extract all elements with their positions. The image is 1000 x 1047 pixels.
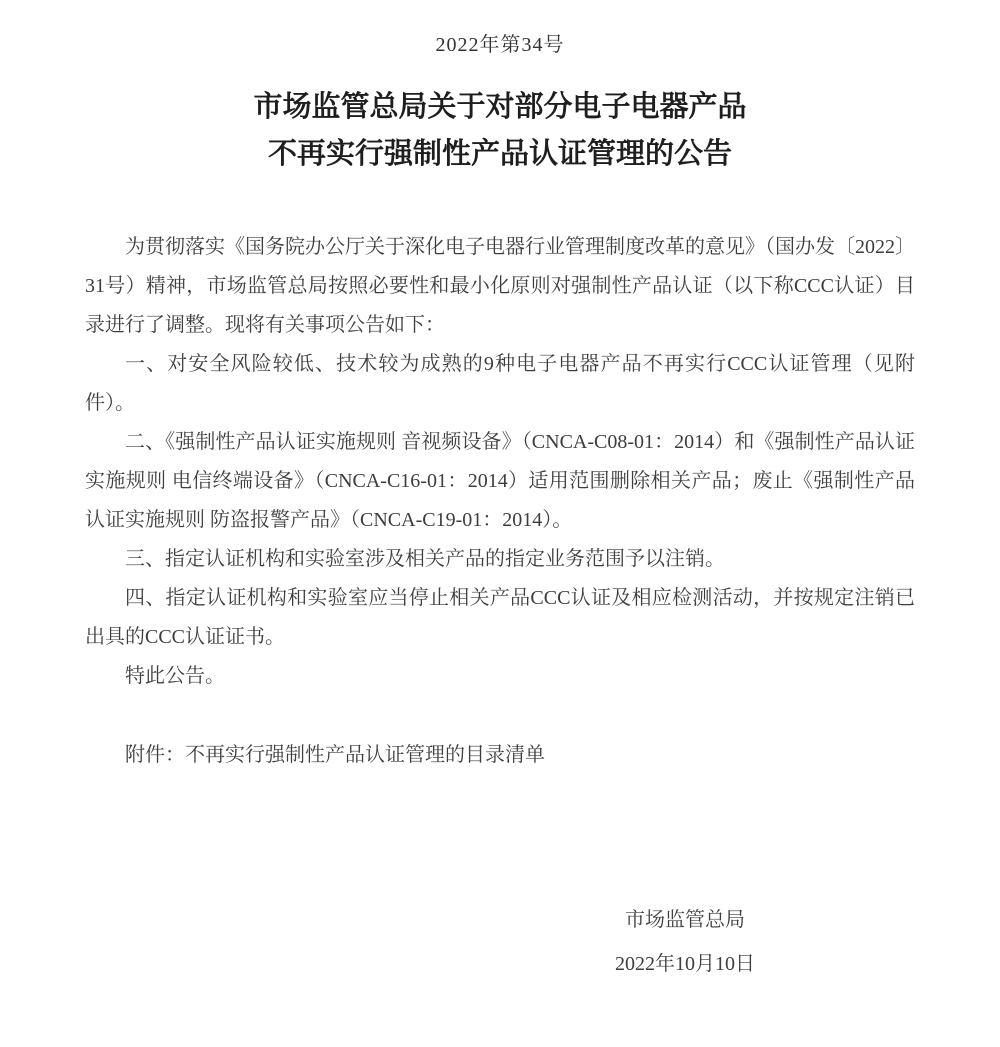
doc-title bbox=[85, 84, 915, 178]
doc-title-line2: 不再实行强制性产品认证管理的公告 bbox=[267, 138, 732, 170]
paragraph-item-4: 四、指定认证机构和实验室应当停止相关产品CCC认证及相应检测活动，并按规定注销已出具的CCC认证证书。 bbox=[85, 587, 915, 648]
paragraph-item-2: 二、《强制性产品认证实施规则 音视频设备》（CNCA-C08-01：2014）和《强制性产品认证实施规则 电信终端设备》（CNCA-C16-01：2014）适用范围删除相关产品；废止《强制性产品认证实施规则 防盗报警产品》（CNCA-C19-01：2014）。 bbox=[85, 431, 915, 531]
paragraph-intro: 为贯彻落实《国务院办公厅关于深化电子电器行业管理制度改革的意见》（国办发〔2022〕31号）精神，市场监管总局按照必要性和最小化原则对强制性产品认证（以下称CCC认证）目录进行了调整。现将有关事项公告如下： bbox=[85, 236, 915, 336]
signature-block bbox=[615, 898, 755, 986]
attachment-line: 附件：不再实行强制性产品认证管理的目录清单 bbox=[125, 744, 545, 766]
signature-date: 2022年10月10日 bbox=[615, 953, 755, 975]
paragraph-item-3: 三、指定认证机构和实验室涉及相关产品的指定业务范围予以注销。 bbox=[125, 548, 725, 570]
doc-body bbox=[85, 228, 915, 775]
signature-issuer: 市场监管总局 bbox=[625, 909, 745, 931]
doc-number: 2022年第34号 bbox=[435, 34, 565, 56]
paragraph-item-1: 一、对安全风险较低、技术较为成熟的9种电子电器产品不再实行CCC认证管理（见附件）。 bbox=[85, 353, 915, 414]
doc-title-line1: 市场监管总局关于对部分电子电器产品 bbox=[253, 91, 747, 123]
paragraph-closing: 特此公告。 bbox=[125, 665, 225, 687]
